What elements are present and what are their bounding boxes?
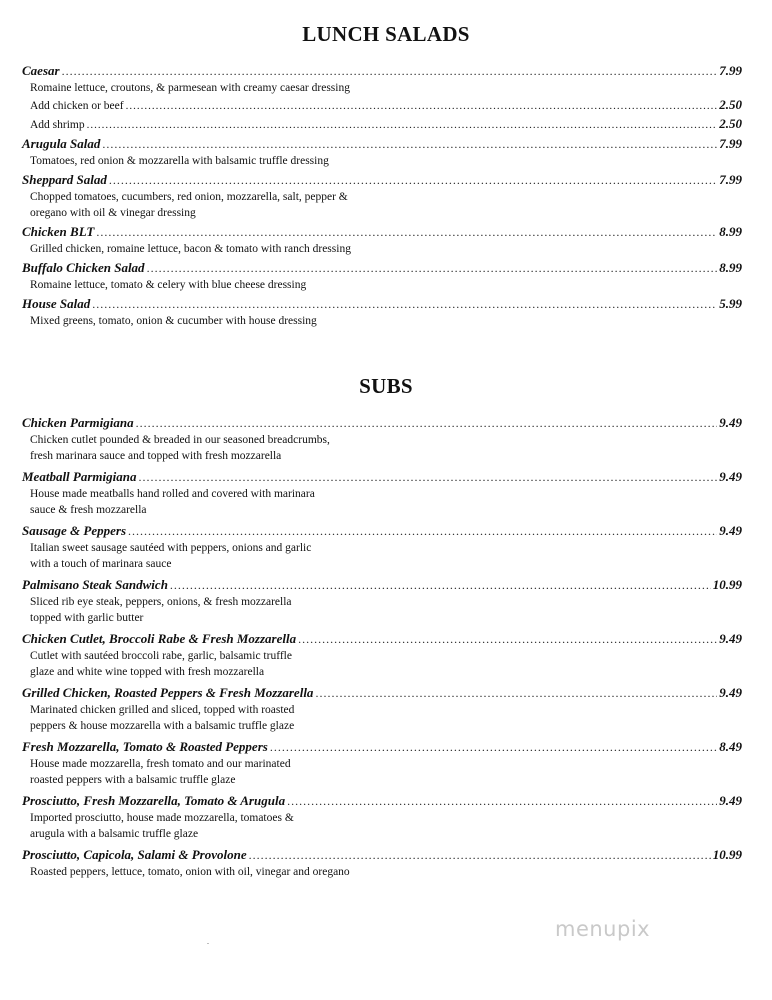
addon-chicken-beef [30,96,742,115]
item-description: House made mozzarella, fresh tomato and our marinated [30,758,291,770]
lunch-salads-list [22,62,742,329]
item-description: Cutlet with sautéed broccoli rabe, garlic, balsamic truffle [30,650,292,662]
item-price: 8.99 [719,260,742,275]
item-name: Prosciutto, Fresh Mozzarella, Tomato & Arugula [22,793,286,808]
menu-item-chicken-parmigiana [22,414,742,464]
item-price: 9.49 [719,793,742,808]
menu-item-prosciutto-fresh-mozzarella [22,792,742,842]
item-name: Sheppard Salad [22,172,107,187]
item-description: Sliced rib eye steak, peppers, onions, & fresh mozzarella [30,596,292,608]
menu-item-arugula-salad [22,135,742,169]
menu-item-grilled-chicken-roasted-peppers [22,684,742,734]
addon-label: Add chicken or beef [30,100,124,112]
item-description: Marinated chicken grilled and sliced, topped with roasted [30,704,295,716]
item-description: Tomatoes, red onion & mozzarella with balsamic truffle dressing [30,155,329,167]
item-name: Caesar [22,63,60,78]
item-price: 5.99 [719,296,742,311]
menu-item-sheppard-salad [22,171,742,221]
item-description: arugula with a balsamic truffle glaze [30,828,199,840]
item-name: Meatball Parmigiana [22,469,137,484]
dot-leader [249,846,711,864]
item-description: Mixed greens, tomato, onion & cucumber with house dressing [30,315,317,327]
item-price: 9.49 [719,631,742,646]
lunch-salads-title: LUNCH SALADS [302,22,470,46]
dot-leader [138,468,717,486]
item-price: 9.49 [719,685,742,700]
item-description: Romaine lettuce, tomato & celery with blue cheese dressing [30,279,307,291]
dot-leader [315,684,717,702]
item-name: Buffalo Chicken Salad [22,260,145,275]
menu-item-palmisano-steak-sandwich [22,576,742,626]
item-price: 7.99 [719,136,742,151]
item-description: Roasted peppers, lettuce, tomato, onion with oil, vinegar and oregano [30,866,350,878]
item-description: fresh marinara sauce and topped with fresh mozzarella [30,450,282,462]
dot-leader [87,117,718,134]
menu-item-house-salad [22,295,742,329]
item-name: Chicken Parmigiana [22,415,134,430]
item-name: Arugula Salad [22,136,101,151]
item-price: 10.99 [712,847,742,862]
dot-leader [298,630,717,648]
item-description: peppers & house mozzarella with a balsamic truffle glaze [30,720,295,732]
item-description: with a touch of marinara sauce [30,558,172,570]
menu-item-sausage-peppers [22,522,742,572]
item-description: glaze and white wine topped with fresh mozzarella [30,666,265,678]
item-name: Chicken BLT [22,224,95,239]
item-price: 10.99 [712,577,742,592]
menu-item-prosciutto-capicola-salami [22,846,742,880]
item-price: 7.99 [719,172,742,187]
subs-title: SUBS [359,374,413,398]
stray-dot-mark: . [207,937,209,946]
addon-price: 2.50 [719,97,742,112]
menu-item-chicken-blt [22,223,742,257]
item-description: Chicken cutlet pounded & breaded in our seasoned breadcrumbs, [30,434,330,446]
item-description: Grilled chicken, romaine lettuce, bacon & tomato with ranch dressing [30,243,351,255]
item-price: 9.49 [719,415,742,430]
item-description: Romaine lettuce, croutons, & parmesean with creamy caesar dressing [30,82,350,94]
dot-leader [126,98,718,115]
menu-item-chicken-cutlet-broccoli-rabe [22,630,742,680]
item-price: 8.49 [719,739,742,754]
item-price: 9.49 [719,469,742,484]
subs-list [22,414,742,880]
dot-leader [270,738,717,756]
addon-shrimp [30,115,742,134]
item-description: House made meatballs hand rolled and covered with marinara [30,488,315,500]
item-description: roasted peppers with a balsamic truffle glaze [30,774,236,786]
dot-leader [109,171,717,189]
item-name: Palmisano Steak Sandwich [22,577,168,592]
item-price: 9.49 [719,523,742,538]
item-description: Italian sweet sausage sautéed with peppers, onions and garlic [30,542,312,554]
dot-leader [287,792,717,810]
dot-leader [147,259,718,277]
item-name: Grilled Chicken, Roasted Peppers & Fresh Mozzarella [22,685,314,700]
dot-leader [102,135,717,153]
item-description: oregano with oil & vinegar dressing [30,207,196,219]
item-description: topped with garlic butter [30,612,144,624]
dot-leader [136,414,718,432]
menupix-watermark: menupix [555,917,651,941]
item-price: 8.99 [719,224,742,239]
item-name: Chicken Cutlet, Broccoli Rabe & Fresh Mozzarella [22,631,297,646]
addon-price: 2.50 [719,116,742,131]
menu-item-meatball-parmigiana [22,468,742,518]
item-description: Imported prosciutto, house made mozzarella, tomatoes & [30,812,294,824]
menu-item-fresh-mozzarella-tomato [22,738,742,788]
menu-item-buffalo-chicken-salad [22,259,742,293]
menu-item-caesar [22,62,742,134]
item-name: Sausage & Peppers [22,523,126,538]
dot-leader [62,62,718,80]
dot-leader [128,522,717,540]
item-description: Chopped tomatoes, cucumbers, red onion, mozzarella, salt, pepper & [30,191,348,203]
dot-leader [96,223,717,241]
item-price: 7.99 [719,63,742,78]
dot-leader [170,576,711,594]
addon-label: Add shrimp [30,119,85,131]
item-name: Prosciutto, Capicola, Salami & Provolone [22,847,247,862]
item-description: sauce & fresh mozzarella [30,504,147,516]
item-name: House Salad [22,296,91,311]
dot-leader [92,295,717,313]
item-name: Fresh Mozzarella, Tomato & Roasted Peppers [22,739,268,754]
